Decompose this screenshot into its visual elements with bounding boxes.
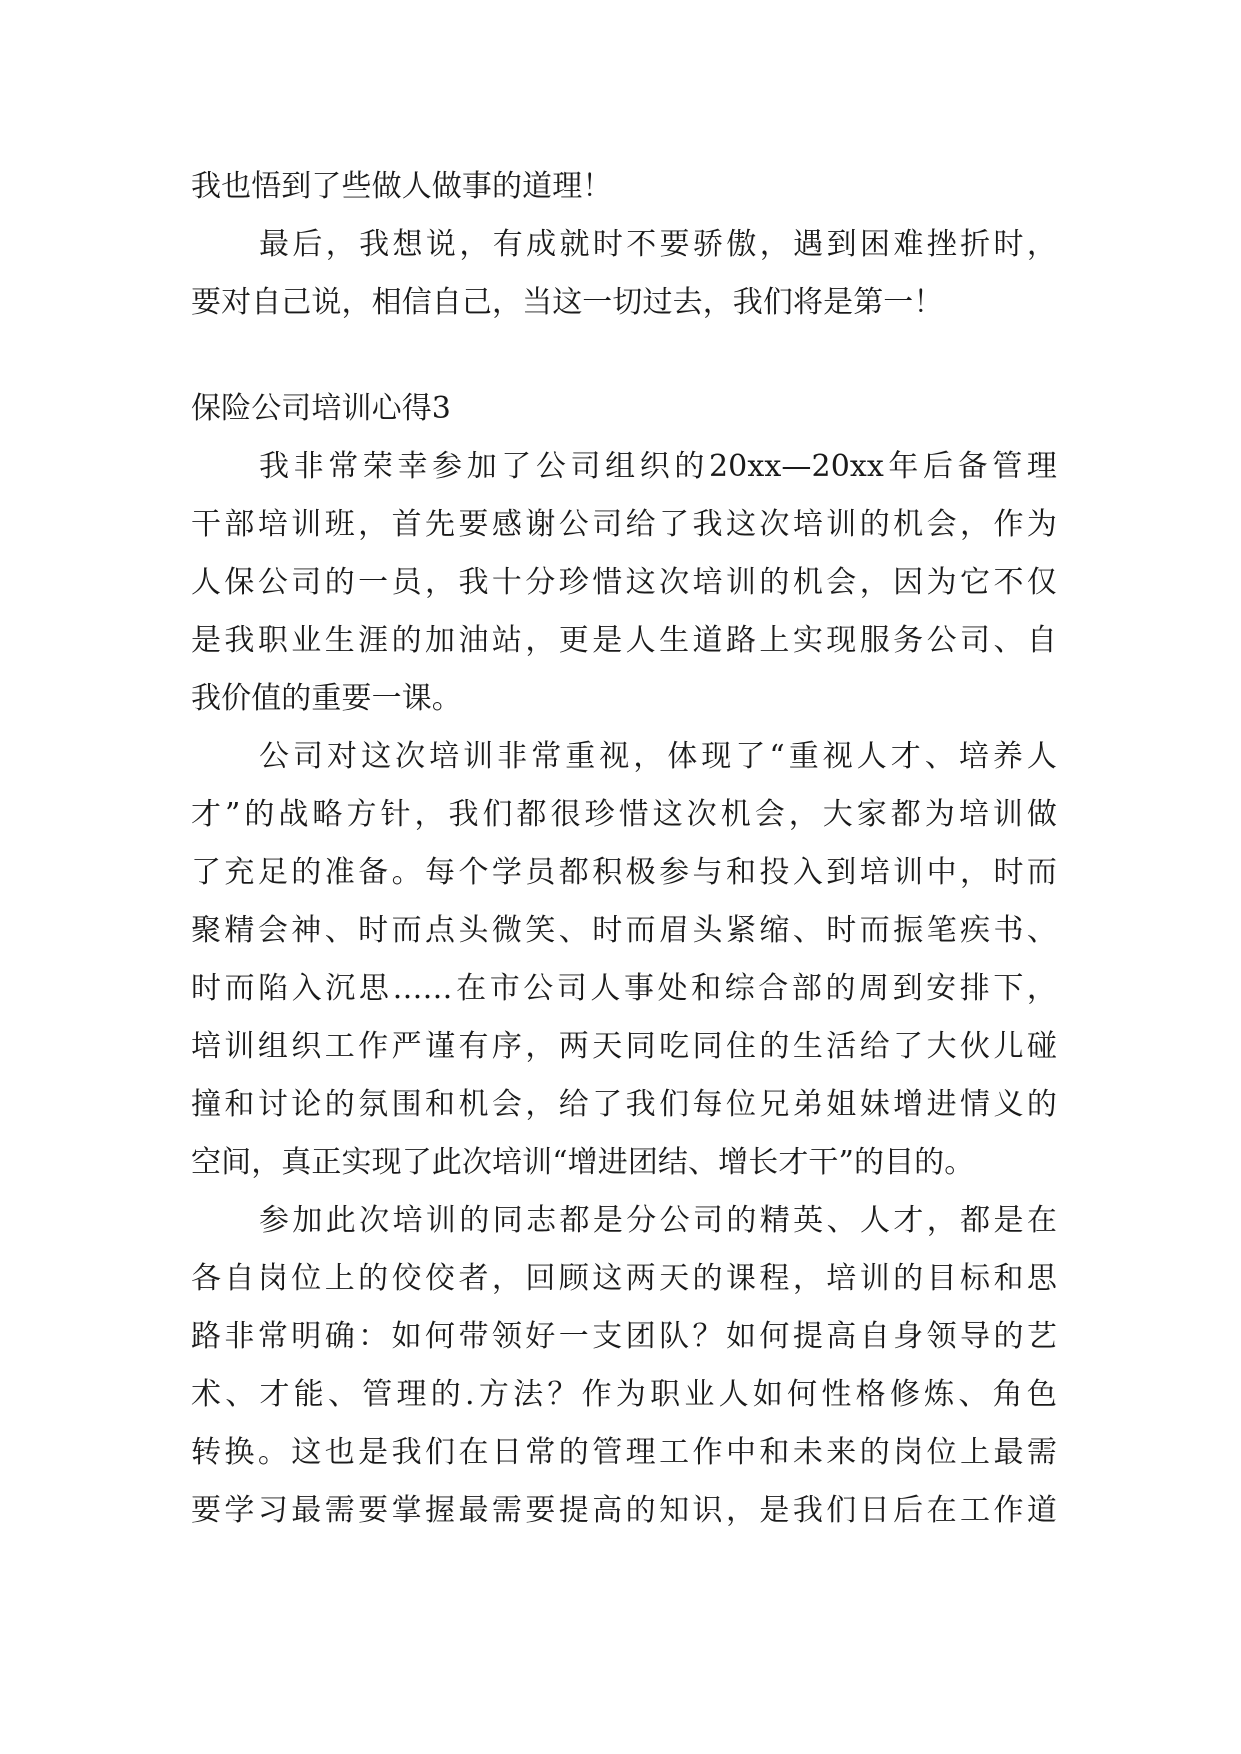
paragraph-gap	[191, 332, 1057, 380]
text-line: 我价值的重要一课。	[191, 681, 462, 716]
text-line: 路非常明确：如何带领好一支团队？如何提高自身领导的艺	[191, 1319, 1057, 1354]
text-line: 干部培训班，首先要感谢公司给了我这次培训的机会，作为	[191, 507, 1057, 542]
document-body	[191, 158, 1057, 1540]
text-line: 要对自己说，相信自己，当这一切过去，我们将是第一！	[191, 285, 944, 320]
text-line: 我非常荣幸参加了公司组织的20xx—20xx年后备管理	[259, 449, 1057, 484]
text-line: 撞和讨论的氛围和机会，给了我们每位兄弟姐妹增进情义的	[191, 1087, 1057, 1122]
text-line: 聚精会神、时而点头微笑、时而眉头紧缩、时而振笔疾书、	[191, 913, 1057, 948]
text-line: 人保公司的一员，我十分珍惜这次培训的机会，因为它不仅	[191, 565, 1057, 600]
text-line: 时而陷入沉思……在市公司人事处和综合部的周到安排下，	[191, 971, 1057, 1006]
text-line: 公司对这次培训非常重视，体现了“重视人才、培养人	[259, 739, 1057, 774]
text-line: 参加此次培训的同志都是分公司的精英、人才，都是在	[259, 1203, 1057, 1238]
text-line: 是我职业生涯的加油站，更是人生道路上实现服务公司、自	[191, 623, 1057, 658]
text-line: 空间，真正实现了此次培训“增进团结、增长才干”的目的。	[191, 1145, 975, 1180]
text-line: 要学习最需要掌握最需要提高的知识，是我们日后在工作道	[191, 1493, 1057, 1528]
text-line: 才”的战略方针，我们都很珍惜这次机会，大家都为培训做	[191, 797, 1057, 832]
text-line: 我也悟到了些做人做事的道理！	[191, 169, 613, 204]
text-line: 转换。这也是我们在日常的管理工作中和未来的岗位上最需	[191, 1435, 1057, 1470]
text-line: 培训组织工作严谨有序，两天同吃同住的生活给了大伙儿碰	[191, 1029, 1057, 1064]
text-line: 术、才能、管理的.方法？作为职业人如何性格修炼、角色	[191, 1377, 1057, 1412]
text-line: 最后，我想说，有成就时不要骄傲，遇到困难挫折时，	[259, 227, 1057, 262]
text-line: 各自岗位上的佼佼者，回顾这两天的课程，培训的目标和思	[191, 1261, 1057, 1296]
section-heading: 保险公司培训心得3	[191, 391, 451, 426]
text-line: 了充足的准备。每个学员都积极参与和投入到培训中，时而	[191, 855, 1057, 890]
